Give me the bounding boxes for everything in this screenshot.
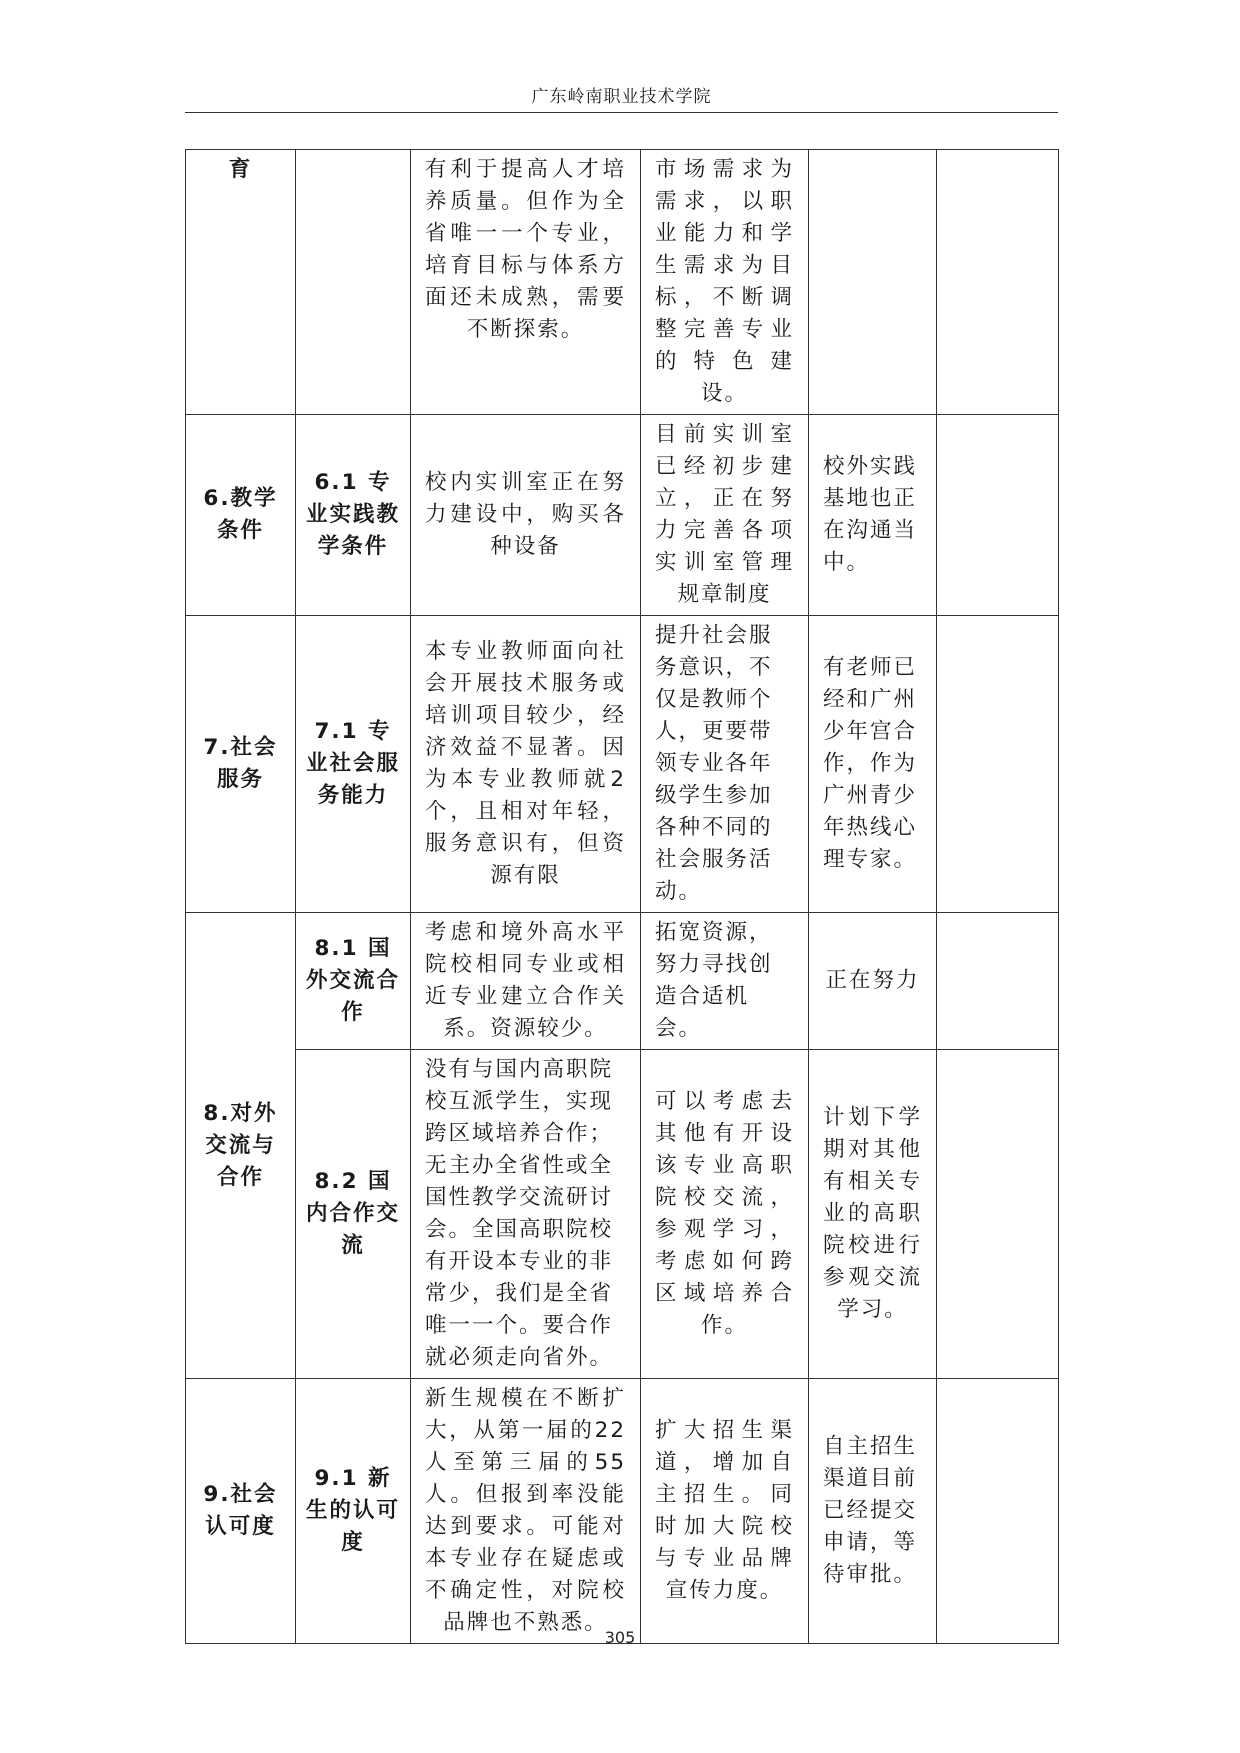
measure-cell: 扩大招生渠道，增加自主招生。同时加大院校与专业品牌宣传力度。 xyxy=(641,1379,809,1644)
level1-cell: 9.社会认可度 xyxy=(186,1379,296,1644)
measure-cell: 可以考虑去其他有开设该专业高职院校交流，参观学习，考虑如何跨区域培养合作。 xyxy=(641,1050,809,1379)
note-cell xyxy=(937,150,1059,415)
current-status-cell: 考虑和境外高水平院校相同专业或相近专业建立合作关系。资源较少。 xyxy=(411,913,641,1050)
table-row xyxy=(186,1050,1059,1379)
progress-cell: 校外实践基地也正在沟通当中。 xyxy=(809,415,937,616)
note-cell xyxy=(937,913,1059,1050)
level2-cell: 7.1 专业社会服务能力 xyxy=(296,616,411,913)
level1-cell: 7.社会服务 xyxy=(186,616,296,913)
note-cell xyxy=(937,1379,1059,1644)
measure-cell: 提升社会服务意识，不仅是教师个人，更要带领专业各年级学生参加各种不同的社会服务活动。 xyxy=(641,616,809,913)
level2-cell xyxy=(296,150,411,415)
level2-cell: 8.2 国内合作交流 xyxy=(296,1050,411,1379)
page-number: 305 xyxy=(604,1628,636,1647)
table-row xyxy=(186,1379,1059,1644)
note-cell xyxy=(937,616,1059,913)
level1-cell: 6.教学条件 xyxy=(186,415,296,616)
document-header: 广东岭南职业技术学院 xyxy=(531,87,712,107)
note-cell xyxy=(937,1050,1059,1379)
current-status-cell: 校内实训室正在努力建设中，购买各种设备 xyxy=(411,415,641,616)
table-row xyxy=(186,913,1059,1050)
level1-cell: 8.对外交流与合作 xyxy=(186,913,296,1379)
evaluation-table xyxy=(185,149,1059,1644)
header-rule xyxy=(185,112,1058,113)
level2-cell: 6.1 专业实践教学条件 xyxy=(296,415,411,616)
level2-cell: 9.1 新生的认可度 xyxy=(296,1379,411,1644)
table-row xyxy=(186,415,1059,616)
measure-cell: 拓宽资源，努力寻找创造合适机会。 xyxy=(641,913,809,1050)
current-status-cell: 有利于提高人才培养质量。但作为全省唯一一个专业，培育目标与体系方面还未成熟，需要不断探索。 xyxy=(411,150,641,415)
level2-cell: 8.1 国外交流合作 xyxy=(296,913,411,1050)
note-cell xyxy=(937,415,1059,616)
current-status-cell: 本专业教师面向社会开展技术服务或培训项目较少，经济效益不显著。因为本专业教师就2个，且相对年轻，服务意识有，但资源有限 xyxy=(411,616,641,913)
progress-cell: 正在努力 xyxy=(809,913,937,1050)
level1-cell: 育 xyxy=(186,150,296,415)
progress-cell: 计划下学期对其他有相关专业的高职院校进行参观交流学习。 xyxy=(809,1050,937,1379)
progress-cell xyxy=(809,150,937,415)
current-status-cell: 没有与国内高职院校互派学生，实现跨区域培养合作；无主办全省性或全国性教学交流研讨会。全国高职院校有开设本专业的非常少，我们是全省唯一一个。要合作就必须走向省外。 xyxy=(411,1050,641,1379)
progress-cell: 自主招生渠道目前已经提交申请，等待审批。 xyxy=(809,1379,937,1644)
measure-cell: 市场需求为需求，以职业能力和学生需求为目标，不断调整完善专业的特色建设。 xyxy=(641,150,809,415)
measure-cell: 目前实训室已经初步建立，正在努力完善各项实训室管理规章制度 xyxy=(641,415,809,616)
table-row xyxy=(186,150,1059,415)
current-status-cell: 新生规模在不断扩大，从第一届的22人至第三届的55人。但报到率没能达到要求。可能对本专业存在疑虑或不确定性，对院校品牌也不熟悉。 xyxy=(411,1379,641,1644)
progress-cell: 有老师已经和广州少年宫合作，作为广州青少年热线心理专家。 xyxy=(809,616,937,913)
table-row xyxy=(186,616,1059,913)
